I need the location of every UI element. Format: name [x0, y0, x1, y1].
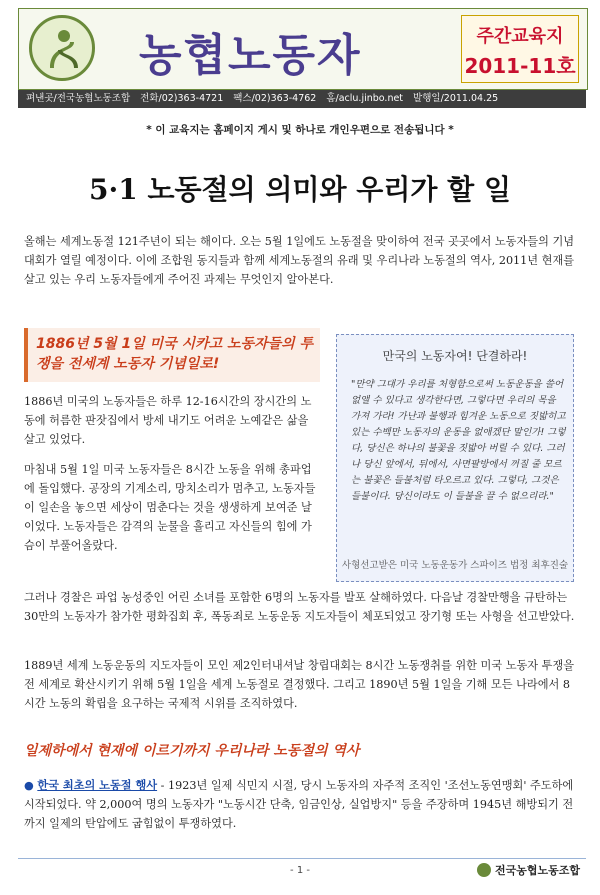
article-headline: 5·1 노동절의 의미와 우리가 할 일: [88, 173, 512, 206]
section-title-korea: 일제하에서 현재에 이르기까지 우리나라 노동절의 역사: [24, 743, 360, 759]
footer-org: [477, 862, 580, 878]
footer-divider: [18, 858, 586, 859]
first-mayday-text: - 1923년 일제 식민지 시절, 당시 노동자의 자주적 조직인 '조선노동연맹회' 주도하에 시작되었다. 약 2,000여 명의 노동자가 "노동시간 단축, 임금인상, 실업방지" 등을 주장하며 1945년 해방되기 전까지 일제의 탄압에도 굽힘없이 투쟁하였다.: [24, 779, 574, 830]
paragraph-strike: 마침내 5월 1일 미국 노동자들은 8시간 노동을 위해 총파업에 돌입했다. 공장의 기계소리, 망치소리가 멈추고, 노동자들이 일손을 놓으면 세상이 멈춘다는 것을 생생하게 보여준 날이었다. 노동자들은 감격의 눈물을 흘리고 자신들의 힘에 가슴이 부풀어올랐다.: [24, 463, 316, 552]
publisher: 펴낸곳/전국농협노동조합: [26, 93, 131, 104]
section-header-1886: [24, 328, 320, 382]
paragraph-police: 그러나 경찰은 파업 농성중인 어린 소녀를 포함한 6명의 노동자를 발포 살해하였다. 다음날 경찰만행을 규탄하는 30만의 노동자가 참가한 평화집회 후, 폭동죄로 노동운동 지도자들이 체포되었고 장기형 또는 사형을 선고받았다.: [24, 591, 575, 623]
intro-paragraph: 올해는 세계노동절 121주년이 되는 해이다. 오는 5월 1일에도 노동절을 맞이하여 전국 곳곳에서 노동자들의 기념대회가 열릴 예정이다. 이에 조합원 동지들과 함께 세계노동절의 유래 및 우리나라 노동절의 역사, 2011년 현재를 살고 있는 우리 노동자들에게 주어진 과제는 무엇인지 알아본다.: [24, 235, 575, 286]
issue-number: 2011-11호: [464, 54, 576, 78]
quote-source: 사형선고받은 미국 노동운동가 스파이즈 법정 최후진술: [341, 560, 569, 571]
footer-org-name: 전국농협노동조합: [494, 864, 580, 877]
issue-type: 주간교육지: [476, 26, 564, 47]
paragraph-1886: 1886년 미국의 노동자들은 하루 12-16시간의 장시간의 노동에 허름한 판잣집에서 방세 내기도 어려운 노예같은 삶을 살고 있었다.: [24, 395, 312, 446]
section-title-1886: 1886년 5월 1일 미국 시카고 노동자들의 투쟁을 전세계 노동자 기념일로!: [36, 336, 314, 372]
issue-box: [461, 15, 579, 83]
page-number: - 1 -: [290, 865, 310, 876]
quote-body: "만약 그대가 우리를 처형함으로써 노동운동을 쓸어 없앨 수 있다고 생각한다면, 그렇다면 우리의 목을 가져 가라! 가난과 불행과 힘겨운 노동으로 짓밟히고 있는 수백만 노동자의 운동을 없애겠단 말인가! 그렇다, 당신은 하나의 불꽃을 짓밟아 버릴 수 있다. 그러나 당신 앞에서, 뒤에서, 사면팔방에서 꺼질 줄 모르는 불꽃은 들불처럼 타오르고 있다. 그렇다, 그것은 들불이다. 당신이라도 이 들불을 끌 수 없으리라.": [351, 379, 566, 502]
bullet-icon: ●: [24, 778, 34, 792]
fax: 팩스/02)363-4762: [233, 93, 317, 104]
korea-first-mayday-paragraph: [24, 776, 580, 833]
publisher-info-bar: [18, 90, 586, 108]
masthead-title: 농협노동자: [139, 30, 362, 81]
phone: 전화/02)363-4721: [140, 93, 224, 104]
publish-date: 발행일/2011.04.25: [413, 93, 499, 104]
quote-title: 만국의 노동자여! 단결하라!: [382, 349, 528, 363]
paragraph-1889: 1889년 세계 노동운동의 지도자들이 모인 제2인터내셔날 창립대회는 8시간 노동쟁취를 위한 미국 노동자 투쟁을 전 세계로 확산시키기 위해 5월 1일을 세계 노동절로 결정했다. 그리고 1890년 5월 1일을 기해 모든 나라에서 8시간 노동의 확립을 요구하는 국제적 시위를 조직하였다.: [24, 659, 575, 710]
quote-box: [336, 334, 574, 582]
distribution-notice: * 이 교육지는 홈페이지 게시 및 하나로 개인우편으로 전송됩니다 *: [146, 124, 454, 136]
footer-logo-icon: [477, 863, 491, 877]
homepage-link[interactable]: 홈/aclu.jinbo.net: [326, 93, 404, 104]
union-logo-icon: [29, 15, 95, 81]
masthead: [18, 8, 588, 90]
first-mayday-link[interactable]: 한국 최초의 노동절 행사: [37, 779, 158, 792]
